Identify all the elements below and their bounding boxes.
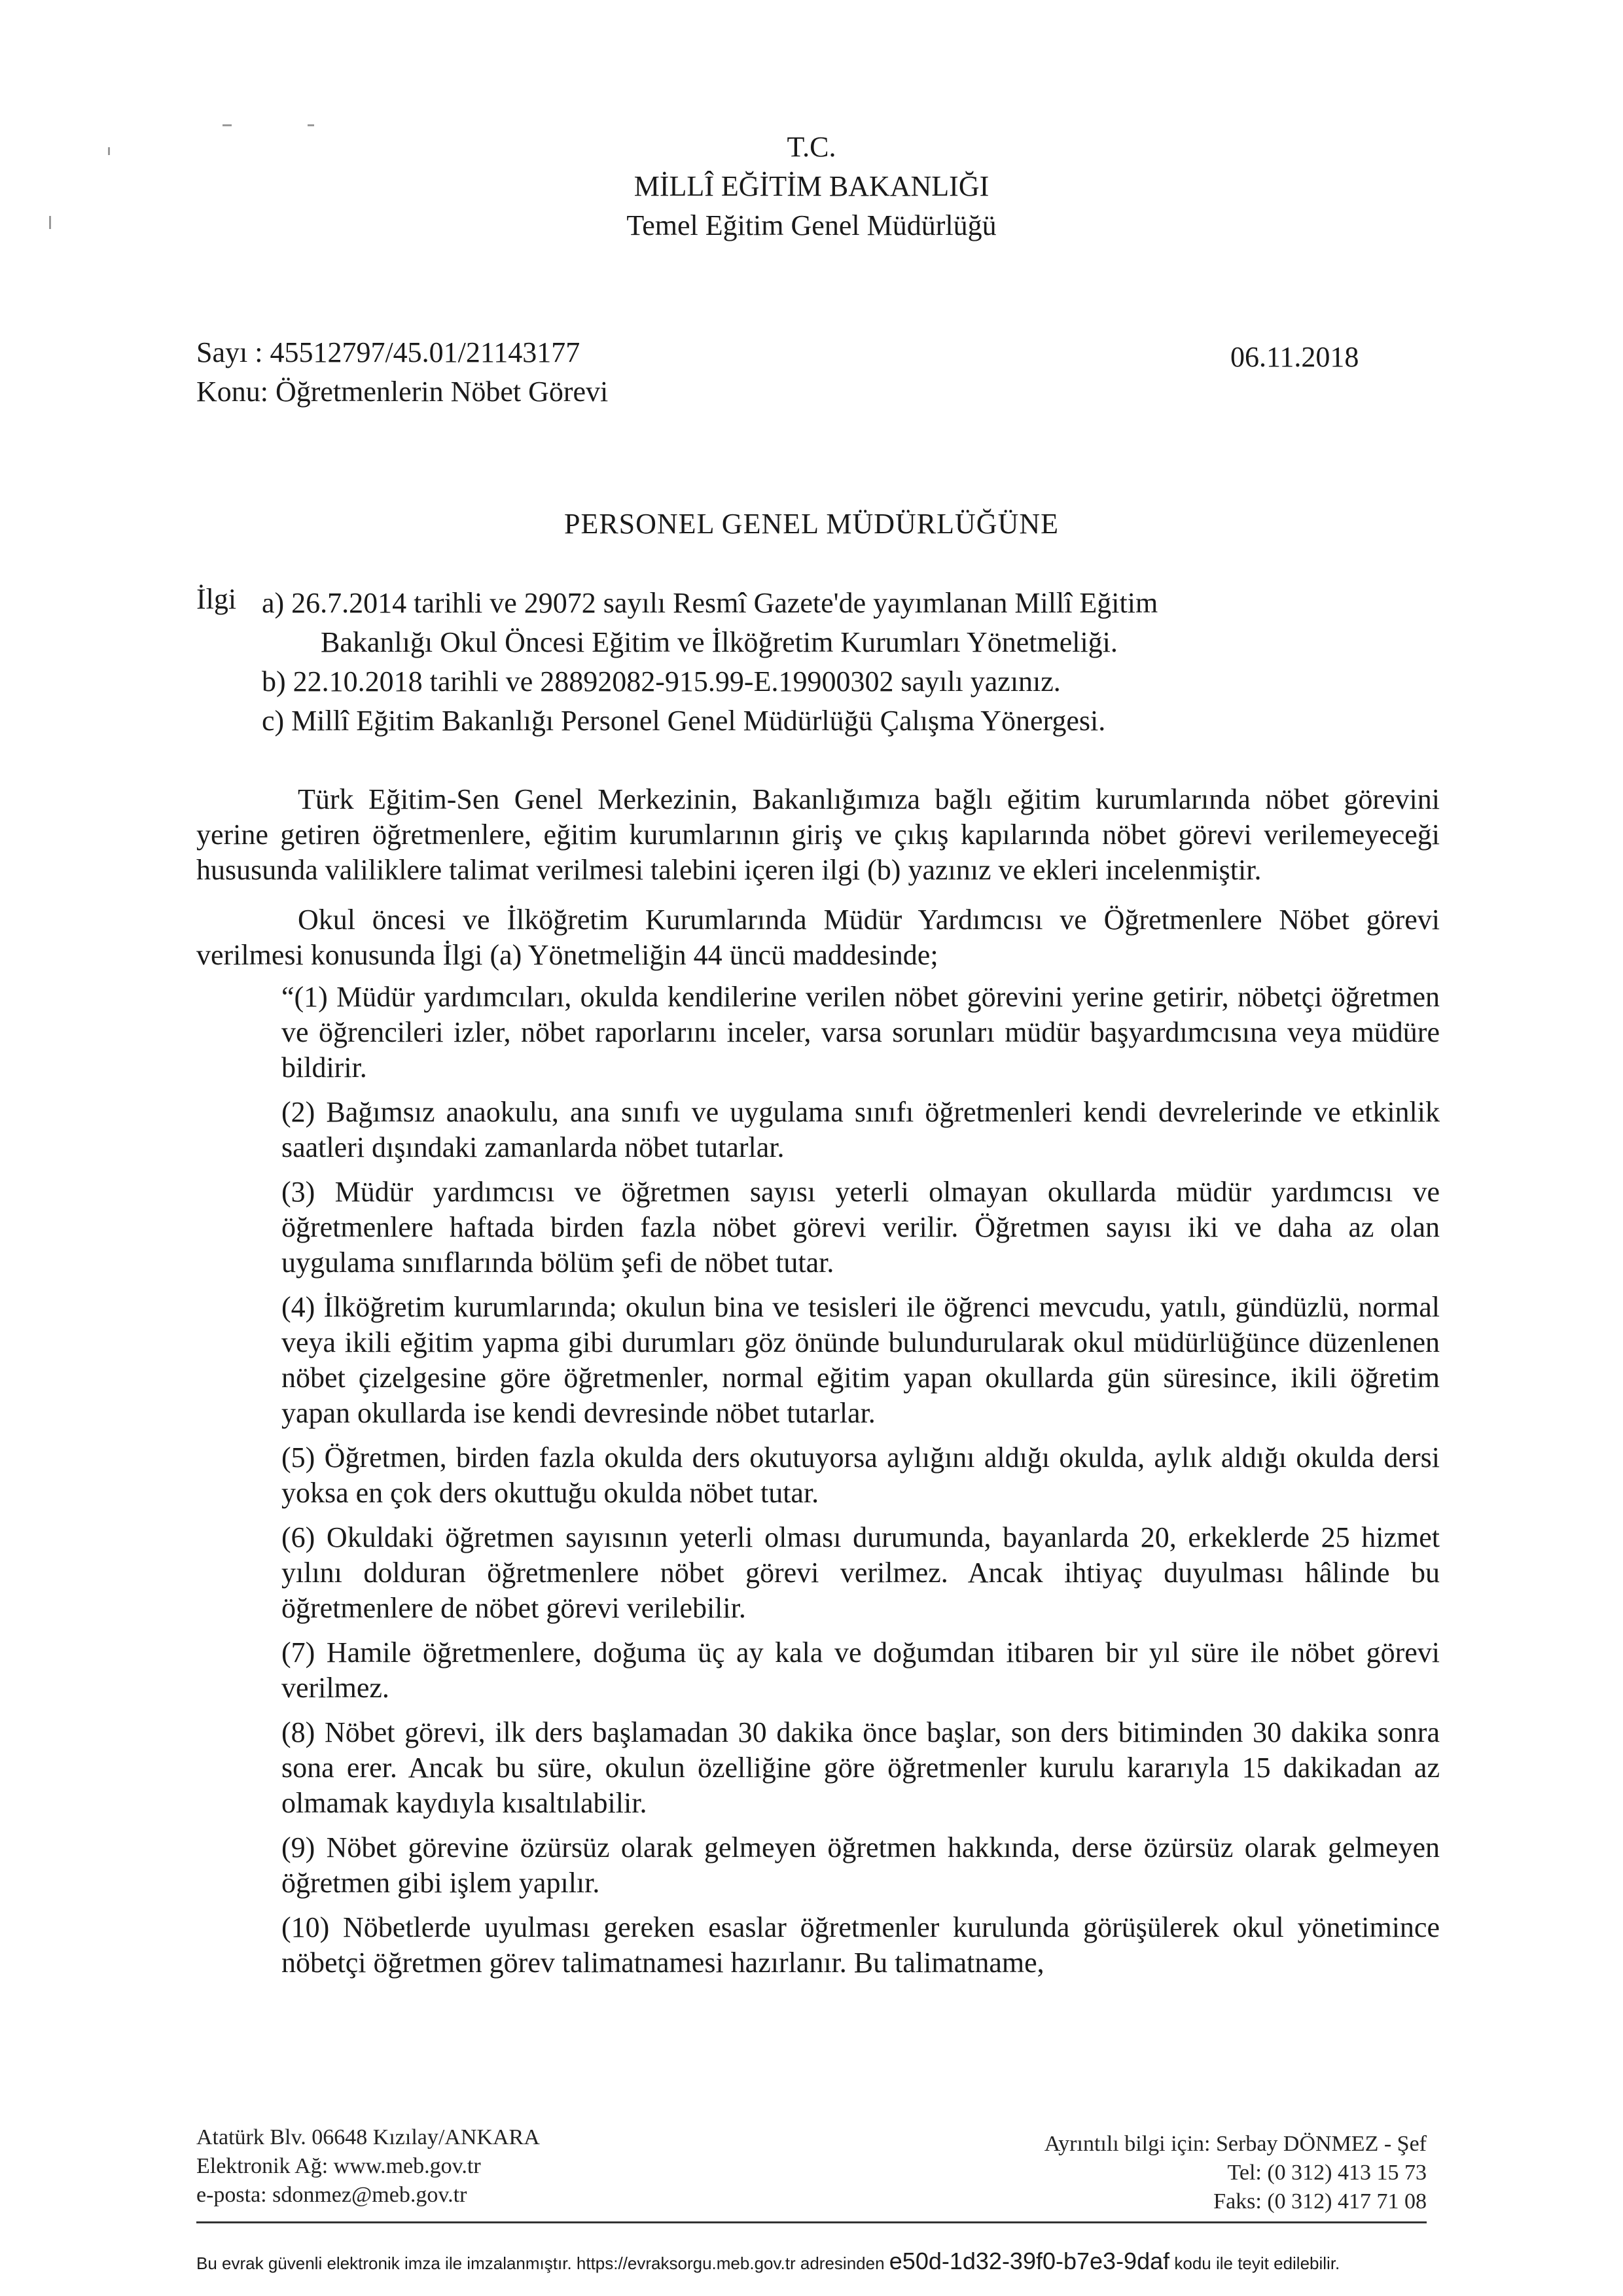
regulation-item-4: (4) İlköğretim kurumlarında; okulun bina ve tesisleri ile öğrenci mevcudu, yatılı, gündüzlü, normal veya ikili eğitim yapma gibi durumları göz önünde bulundurularak okul müdürlüğünce düzenlenen nöbet çizelgesine göre öğretmenler, normal eğitim yapan okullarda gün süresince, ikili öğretim yapan okullarda ise kendi devresinde nöbet tutarlar. <box>281 1291 1440 1429</box>
regulation-item-7: (7) Hamile öğretmenlere, doğuma üç ay kala ve doğumdan itibaren bir yıl süre ile nöbet görevi verilmez. <box>281 1636 1440 1704</box>
konu-value: Öğretmenlerin Nöbet Görevi <box>276 376 609 408</box>
regulation-item-8: (8) Nöbet görevi, ilk ders başlamadan 30 dakika önce başlar, son ders bitiminden 30 dakika sonra sona erer. Ancak bu süre, okulun özelliğine göre öğretmenler kurulu kararıyla 15 dakikadan az olmamak kaydıyla kısaltılabilir. <box>281 1716 1440 1819</box>
footer-email: e-posta: sdonmez@meb.gov.tr <box>196 2183 467 2207</box>
scan-speck <box>223 124 232 126</box>
sayi-value: : 45512797/45.01/21143177 <box>255 336 580 368</box>
footer-contact-left <box>196 2123 540 2210</box>
regulation-item-5: (5) Öğretmen, birden fazla okulda ders okutuyorsa aylığını aldığı okulda, aylık aldığı okulda dersi yoksa en çok ders okuttuğu okulda nöbet tutar. <box>281 1441 1440 1509</box>
regulation-item-6: (6) Okuldaki öğretmen sayısının yeterli olması durumunda, bayanlarda 20, erkeklerde 25 hizmet yılını dolduran öğretmenlere nöbet görevi verilmez. Ancak ihtiyaç duyulması hâlinde bu öğretmenlere de nöbet görevi verilebilir. <box>281 1521 1440 1624</box>
footer-divider <box>196 2221 1427 2223</box>
footer-fax: Faks: (0 312) 417 71 08 <box>1213 2189 1427 2214</box>
body-paragraph: Türk Eğitim-Sen Genel Merkezinin, Bakanlığımıza bağlı eğitim kurumlarında nöbet görevini yerine getiren öğretmenlere, eğitim kurumlarının giriş ve çıkış kapılarında nöbet görevi verilemeyeceği hususunda valiliklere talimat verilmesi talebini içeren ilgi (b) yazınız ve ekleri incelenmiştir. <box>196 783 1440 886</box>
verification-suffix: kodu ile teyit edilebilir. <box>1174 2253 1340 2273</box>
sayi-label: Sayı <box>196 336 248 368</box>
letterhead-ministry: MİLLÎ EĞİTİM BAKANLIĞI <box>633 170 990 202</box>
footer-address: Atatürk Blv. 06648 Kızılay/ANKARA <box>196 2125 540 2149</box>
footer-phone: Tel: (0 312) 413 15 73 <box>1227 2161 1427 2185</box>
ilgi-label: İlgi <box>196 583 237 615</box>
document-date: 06.11.2018 <box>1230 341 1359 373</box>
ilgi-item-a-cont: Bakanlığı Okul Öncesi Eğitim ve İlköğretim Kurumları Yönetmeliği. <box>321 626 1118 658</box>
body-paragraph: Okul öncesi ve İlköğretim Kurumlarında Müdür Yardımcısı ve Öğretmenlere Nöbet görevi verilmesi konusunda İlgi (a) Yönetmeliğin 44 üncü maddesinde; <box>196 904 1440 971</box>
ilgi-item-a: a) 26.7.2014 tarihli ve 29072 sayılı Resmî Gazete'de yayımlanan Millî Eğitim <box>262 587 1158 619</box>
footer-contact-person: Ayrıntılı bilgi için: Serbay DÖNMEZ - Şef <box>1044 2132 1427 2156</box>
verification-code: e50d-1d32-39f0-b7e3-9daf <box>889 2248 1170 2274</box>
scan-speck <box>308 124 314 126</box>
footer-website: Elektronik Ağ: www.meb.gov.tr <box>196 2154 481 2178</box>
regulation-item-9: (9) Nöbet görevine özürsüz olarak gelmeyen öğretmen hakkında, derse özürsüz olarak gelmeyen öğretmen gibi işlem yapılır. <box>281 1831 1440 1899</box>
regulation-item-2: (2) Bağımsız anaokulu, ana sınıfı ve uygulama sınıfı öğretmenleri kendi devrelerinde ve etkinlik saatleri dışındaki zamanlarda nöbet tutarlar. <box>281 1096 1440 1163</box>
footer-contact-right <box>903 2130 1427 2216</box>
regulation-item-10: (10) Nöbetlerde uyulması gereken esaslar öğretmenler kurulunda görüşülerek okul yönetimince nöbetçi öğretmen görev talimatnamesi hazırlanır. Bu talimatname, <box>281 1911 1440 1979</box>
verification-prefix: Bu evrak güvenli elektronik imza ile imzalanmıştır. https://evraksorgu.meb.gov.tr adresinden <box>196 2253 885 2273</box>
regulation-item-3: (3) Müdür yardımcısı ve öğretmen sayısı yeterli olmayan okullarda müdür yardımcısı ve öğretmenlere haftada birden fazla nöbet görevi verilir. Öğretmen sayısı iki ve daha az olan uygulama sınıflarında bölüm şefi de nöbet tutar. <box>281 1176 1440 1279</box>
ilgi-item-b: b) 22.10.2018 tarihli ve 28892082-915.99-E.19900302 sayılı yazınız. <box>262 665 1061 698</box>
ilgi-item-c: c) Millî Eğitim Bakanlığı Personel Genel Müdürlüğü Çalışma Yönergesi. <box>262 705 1106 737</box>
letter-body <box>196 782 1440 1990</box>
letterhead-tc: T.C. <box>787 131 836 163</box>
regulation-item-1: “(1) Müdür yardımcıları, okulda kendilerine verilen nöbet görevini yerine getirir, nöbetçi öğretmen ve öğrencileri izler, nöbet raporlarını inceler, varsa sorunları müdür başyardımcısına veya müdüre bildirir. <box>281 981 1440 1084</box>
verification-notice <box>196 2248 1427 2275</box>
letterhead-directorate: Temel Eğitim Genel Müdürlüğü <box>626 209 997 241</box>
konu-line <box>196 372 608 412</box>
konu-label: Konu: <box>196 376 268 408</box>
sayi-line <box>196 332 580 373</box>
addressee: PERSONEL GENEL MÜDÜRLÜĞÜNE <box>563 508 1060 540</box>
